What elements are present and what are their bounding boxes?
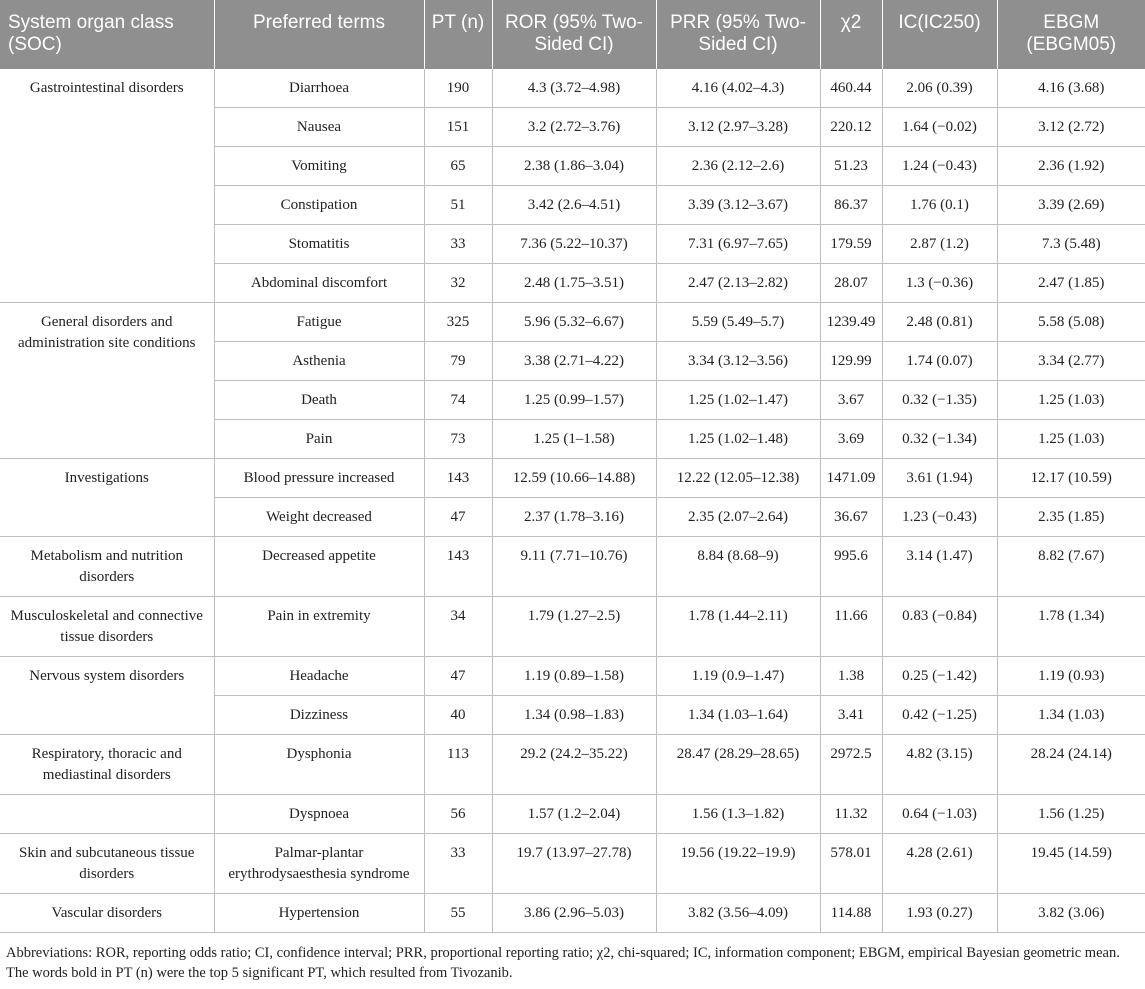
prr-cell: 2.36 (2.12–2.6)	[656, 147, 820, 186]
prr-cell: 5.59 (5.49–5.7)	[656, 303, 820, 342]
ror-cell: 1.57 (1.2–2.04)	[492, 795, 656, 834]
ic-cell: 1.93 (0.27)	[882, 894, 997, 933]
soc-cell: Vascular disorders	[0, 894, 214, 933]
ic-cell: 4.82 (3.15)	[882, 735, 997, 795]
pt-n-cell: 47	[424, 498, 492, 537]
prr-cell: 3.34 (3.12–3.56)	[656, 342, 820, 381]
preferred-term-cell: Abdominal discomfort	[214, 264, 424, 303]
ror-cell: 3.42 (2.6–4.51)	[492, 186, 656, 225]
pt-n-cell: 151	[424, 108, 492, 147]
pt-n-cell: 34	[424, 597, 492, 657]
header-chi-squared: χ2	[820, 0, 882, 69]
prr-cell: 3.39 (3.12–3.67)	[656, 186, 820, 225]
header-row	[0, 0, 1145, 69]
chi-squared-cell: 129.99	[820, 342, 882, 381]
ebgm-cell: 1.56 (1.25)	[997, 795, 1145, 834]
table-body	[0, 69, 1145, 933]
prr-cell: 7.31 (6.97–7.65)	[656, 225, 820, 264]
pt-n-cell: 113	[424, 735, 492, 795]
header-prr: PRR (95% Two-Sided CI)	[656, 0, 820, 69]
soc-cell	[0, 795, 214, 834]
preferred-term-cell: Constipation	[214, 186, 424, 225]
ebgm-cell: 1.25 (1.03)	[997, 420, 1145, 459]
soc-cell: Gastrointestinal disorders	[0, 69, 214, 303]
chi-squared-cell: 3.69	[820, 420, 882, 459]
soc-cell: Investigations	[0, 459, 214, 537]
ebgm-cell: 3.12 (2.72)	[997, 108, 1145, 147]
header-ebgm: EBGM (EBGM05)	[997, 0, 1145, 69]
preferred-term-cell: Decreased appetite	[214, 537, 424, 597]
soc-cell: General disorders and administration site conditions	[0, 303, 214, 459]
ebgm-cell: 2.47 (1.85)	[997, 264, 1145, 303]
prr-cell: 1.25 (1.02–1.47)	[656, 381, 820, 420]
ic-cell: 0.83 (−0.84)	[882, 597, 997, 657]
prr-cell: 1.78 (1.44–2.11)	[656, 597, 820, 657]
ror-cell: 19.7 (13.97–27.78)	[492, 834, 656, 894]
table-row	[0, 795, 1145, 834]
chi-squared-cell: 995.6	[820, 537, 882, 597]
table-row	[0, 537, 1145, 597]
chi-squared-cell: 1239.49	[820, 303, 882, 342]
chi-squared-cell: 114.88	[820, 894, 882, 933]
prr-cell: 1.34 (1.03–1.64)	[656, 696, 820, 735]
table-row	[0, 894, 1145, 933]
table-row	[0, 459, 1145, 498]
ic-cell: 2.48 (0.81)	[882, 303, 997, 342]
ic-cell: 1.76 (0.1)	[882, 186, 997, 225]
prr-cell: 8.84 (8.68–9)	[656, 537, 820, 597]
prr-cell: 4.16 (4.02–4.3)	[656, 69, 820, 108]
ebgm-cell: 2.36 (1.92)	[997, 147, 1145, 186]
soc-cell: Musculoskeletal and connective tissue disorders	[0, 597, 214, 657]
prr-cell: 28.47 (28.29–28.65)	[656, 735, 820, 795]
preferred-term-cell: Headache	[214, 657, 424, 696]
table-row	[0, 597, 1145, 657]
chi-squared-cell: 51.23	[820, 147, 882, 186]
preferred-term-cell: Dysphonia	[214, 735, 424, 795]
soc-cell: Metabolism and nutrition disorders	[0, 537, 214, 597]
prr-cell: 2.35 (2.07–2.64)	[656, 498, 820, 537]
chi-squared-cell: 11.32	[820, 795, 882, 834]
ebgm-cell: 3.34 (2.77)	[997, 342, 1145, 381]
ror-cell: 3.38 (2.71–4.22)	[492, 342, 656, 381]
ror-cell: 3.86 (2.96–5.03)	[492, 894, 656, 933]
preferred-term-cell: Pain	[214, 420, 424, 459]
ror-cell: 1.79 (1.27–2.5)	[492, 597, 656, 657]
chi-squared-cell: 1.38	[820, 657, 882, 696]
pt-n-cell: 143	[424, 459, 492, 498]
chi-squared-cell: 36.67	[820, 498, 882, 537]
chi-squared-cell: 2972.5	[820, 735, 882, 795]
chi-squared-cell: 578.01	[820, 834, 882, 894]
ebgm-cell: 4.16 (3.68)	[997, 69, 1145, 108]
ror-cell: 7.36 (5.22–10.37)	[492, 225, 656, 264]
ic-cell: 0.25 (−1.42)	[882, 657, 997, 696]
preferred-term-cell: Vomiting	[214, 147, 424, 186]
pt-n-cell: 143	[424, 537, 492, 597]
table-row	[0, 834, 1145, 894]
header-ror: ROR (95% Two-Sided CI)	[492, 0, 656, 69]
prr-cell: 12.22 (12.05–12.38)	[656, 459, 820, 498]
chi-squared-cell: 220.12	[820, 108, 882, 147]
pt-n-cell: 40	[424, 696, 492, 735]
table-footnote: Abbreviations: ROR, reporting odds ratio; CI, confidence interval; PRR, proportional reporting ratio; χ2, chi-squared; IC, information component; EBGM, empirical Bayesian geometric mean. The words bold in PT (n) were the top 5 significant PT, which resulted from Tivozanib.	[6, 945, 1120, 981]
ic-cell: 1.3 (−0.36)	[882, 264, 997, 303]
ror-cell: 5.96 (5.32–6.67)	[492, 303, 656, 342]
pt-n-cell: 55	[424, 894, 492, 933]
chi-squared-cell: 179.59	[820, 225, 882, 264]
ic-cell: 3.14 (1.47)	[882, 537, 997, 597]
pt-n-cell: 51	[424, 186, 492, 225]
ebgm-cell: 2.35 (1.85)	[997, 498, 1145, 537]
chi-squared-cell: 3.41	[820, 696, 882, 735]
ebgm-cell: 19.45 (14.59)	[997, 834, 1145, 894]
preferred-term-cell: Dizziness	[214, 696, 424, 735]
ic-cell: 0.42 (−1.25)	[882, 696, 997, 735]
ebgm-cell: 8.82 (7.67)	[997, 537, 1145, 597]
chi-squared-cell: 86.37	[820, 186, 882, 225]
prr-cell: 3.12 (2.97–3.28)	[656, 108, 820, 147]
ror-cell: 4.3 (3.72–4.98)	[492, 69, 656, 108]
ic-cell: 1.24 (−0.43)	[882, 147, 997, 186]
ebgm-cell: 12.17 (10.59)	[997, 459, 1145, 498]
ebgm-cell: 3.82 (3.06)	[997, 894, 1145, 933]
prr-cell: 2.47 (2.13–2.82)	[656, 264, 820, 303]
soc-cell: Nervous system disorders	[0, 657, 214, 735]
table-row	[0, 69, 1145, 108]
ror-cell: 3.2 (2.72–3.76)	[492, 108, 656, 147]
ebgm-cell: 1.25 (1.03)	[997, 381, 1145, 420]
pt-n-cell: 33	[424, 834, 492, 894]
ebgm-cell: 7.3 (5.48)	[997, 225, 1145, 264]
ror-cell: 2.48 (1.75–3.51)	[492, 264, 656, 303]
ic-cell: 1.74 (0.07)	[882, 342, 997, 381]
prr-cell: 19.56 (19.22–19.9)	[656, 834, 820, 894]
ror-cell: 1.34 (0.98–1.83)	[492, 696, 656, 735]
header-pt-n: PT (n)	[424, 0, 492, 69]
chi-squared-cell: 460.44	[820, 69, 882, 108]
ror-cell: 12.59 (10.66–14.88)	[492, 459, 656, 498]
ic-cell: 3.61 (1.94)	[882, 459, 997, 498]
chi-squared-cell: 28.07	[820, 264, 882, 303]
ic-cell: 0.32 (−1.34)	[882, 420, 997, 459]
pt-n-cell: 73	[424, 420, 492, 459]
header-preferred-terms: Preferred terms	[214, 0, 424, 69]
ebgm-cell: 1.78 (1.34)	[997, 597, 1145, 657]
table-row	[0, 657, 1145, 696]
pt-n-cell: 65	[424, 147, 492, 186]
preferred-term-cell: Stomatitis	[214, 225, 424, 264]
ebgm-cell: 3.39 (2.69)	[997, 186, 1145, 225]
ror-cell: 29.2 (24.2–35.22)	[492, 735, 656, 795]
ebgm-cell: 5.58 (5.08)	[997, 303, 1145, 342]
ic-cell: 1.64 (−0.02)	[882, 108, 997, 147]
ror-cell: 1.19 (0.89–1.58)	[492, 657, 656, 696]
table-row	[0, 735, 1145, 795]
preferred-term-cell: Blood pressure increased	[214, 459, 424, 498]
ic-cell: 0.64 (−1.03)	[882, 795, 997, 834]
ror-cell: 2.37 (1.78–3.16)	[492, 498, 656, 537]
ror-cell: 1.25 (0.99–1.57)	[492, 381, 656, 420]
preferred-term-cell: Asthenia	[214, 342, 424, 381]
ic-cell: 1.23 (−0.43)	[882, 498, 997, 537]
preferred-term-cell: Hypertension	[214, 894, 424, 933]
soc-cell: Respiratory, thoracic and mediastinal disorders	[0, 735, 214, 795]
header-ic: IC(IC250)	[882, 0, 997, 69]
ror-cell: 1.25 (1–1.58)	[492, 420, 656, 459]
preferred-term-cell: Palmar-plantar erythrodysaesthesia syndrome	[214, 834, 424, 894]
chi-squared-cell: 1471.09	[820, 459, 882, 498]
chi-squared-cell: 3.67	[820, 381, 882, 420]
prr-cell: 1.56 (1.3–1.82)	[656, 795, 820, 834]
ror-cell: 9.11 (7.71–10.76)	[492, 537, 656, 597]
pt-n-cell: 56	[424, 795, 492, 834]
ebgm-cell: 28.24 (24.14)	[997, 735, 1145, 795]
pt-n-cell: 79	[424, 342, 492, 381]
prr-cell: 1.25 (1.02–1.48)	[656, 420, 820, 459]
preferred-term-cell: Death	[214, 381, 424, 420]
preferred-term-cell: Pain in extremity	[214, 597, 424, 657]
ebgm-cell: 1.34 (1.03)	[997, 696, 1145, 735]
prr-cell: 1.19 (0.9–1.47)	[656, 657, 820, 696]
ebgm-cell: 1.19 (0.93)	[997, 657, 1145, 696]
ror-cell: 2.38 (1.86–3.04)	[492, 147, 656, 186]
table-row	[0, 303, 1145, 342]
ic-cell: 0.32 (−1.35)	[882, 381, 997, 420]
pt-n-cell: 32	[424, 264, 492, 303]
preferred-term-cell: Diarrhoea	[214, 69, 424, 108]
header-soc: System organ class (SOC)	[0, 0, 214, 69]
pt-n-cell: 47	[424, 657, 492, 696]
preferred-term-cell: Fatigue	[214, 303, 424, 342]
chi-squared-cell: 11.66	[820, 597, 882, 657]
pt-n-cell: 74	[424, 381, 492, 420]
soc-cell: Skin and subcutaneous tissue disorders	[0, 834, 214, 894]
ic-cell: 4.28 (2.61)	[882, 834, 997, 894]
pt-n-cell: 190	[424, 69, 492, 108]
pt-n-cell: 33	[424, 225, 492, 264]
preferred-term-cell: Weight decreased	[214, 498, 424, 537]
ic-cell: 2.06 (0.39)	[882, 69, 997, 108]
preferred-term-cell: Nausea	[214, 108, 424, 147]
pt-n-cell: 325	[424, 303, 492, 342]
ic-cell: 2.87 (1.2)	[882, 225, 997, 264]
preferred-term-cell: Dyspnoea	[214, 795, 424, 834]
prr-cell: 3.82 (3.56–4.09)	[656, 894, 820, 933]
